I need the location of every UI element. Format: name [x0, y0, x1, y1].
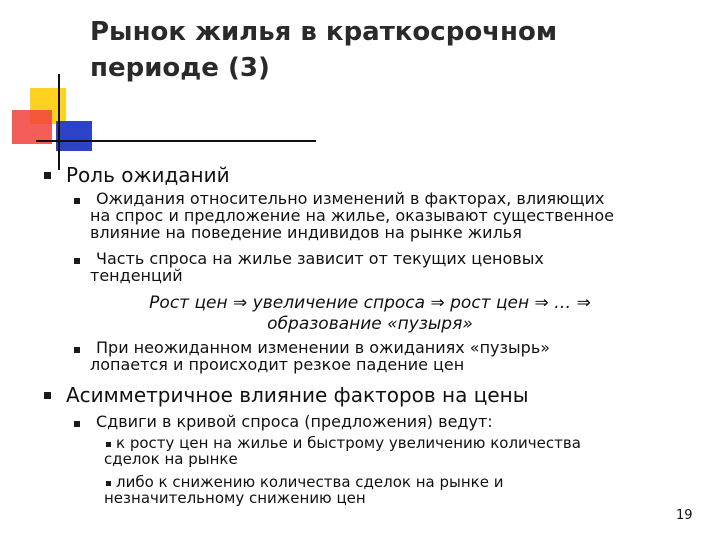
sub-bullet-demand-trends: Часть спроса на жилье зависит от текущих ценовых тенденций	[90, 249, 544, 285]
bullet-square-icon	[44, 392, 51, 399]
sub-bullet-curve-shifts: Сдвиги в кривой спроса (предложения) ведут:	[96, 412, 493, 431]
slide-title: Рынок жилья в краткосрочном периоде (3)	[90, 17, 558, 83]
bullet-expectations: Роль ожиданий	[66, 163, 230, 187]
sub-bullet-expectations-influence: Ожидания относительно изменений в факторах, влияющих на спрос и предложение на жилье, оказывают существенное влияние на поведение индивидов на рынке жилья	[90, 189, 614, 242]
sub-sub-bullet-price-growth: к росту цен на жилье и быстрому увеличению количества сделок на рынке	[104, 434, 581, 468]
bullet-square-icon	[74, 421, 80, 427]
bubble-formula: Рост цен ⇒ увеличение спроса ⇒ рост цен ⇒ … ⇒ образование «пузыря»	[149, 293, 591, 334]
decor-vertical-line	[58, 74, 60, 170]
bullet-asymmetric-influence: Асимметричное влияние факторов на цены	[66, 383, 529, 407]
sub-sub-bullet-deal-decline: либо к снижению количества сделок на рынке и незначительному снижению цен	[104, 473, 504, 507]
decor-horizontal-line	[36, 140, 316, 142]
page-number: 19	[676, 508, 693, 523]
sub-bullet-bubble-burst: При неожиданном изменении в ожиданиях «пузырь» лопается и происходит резкое падение цен	[90, 338, 551, 374]
decor-blue-square	[56, 121, 92, 151]
bullet-square-icon	[74, 198, 80, 204]
bullet-square-icon	[74, 347, 80, 353]
bullet-square-icon	[44, 172, 51, 179]
decor-red-square	[12, 110, 52, 144]
bullet-square-icon	[74, 258, 80, 264]
